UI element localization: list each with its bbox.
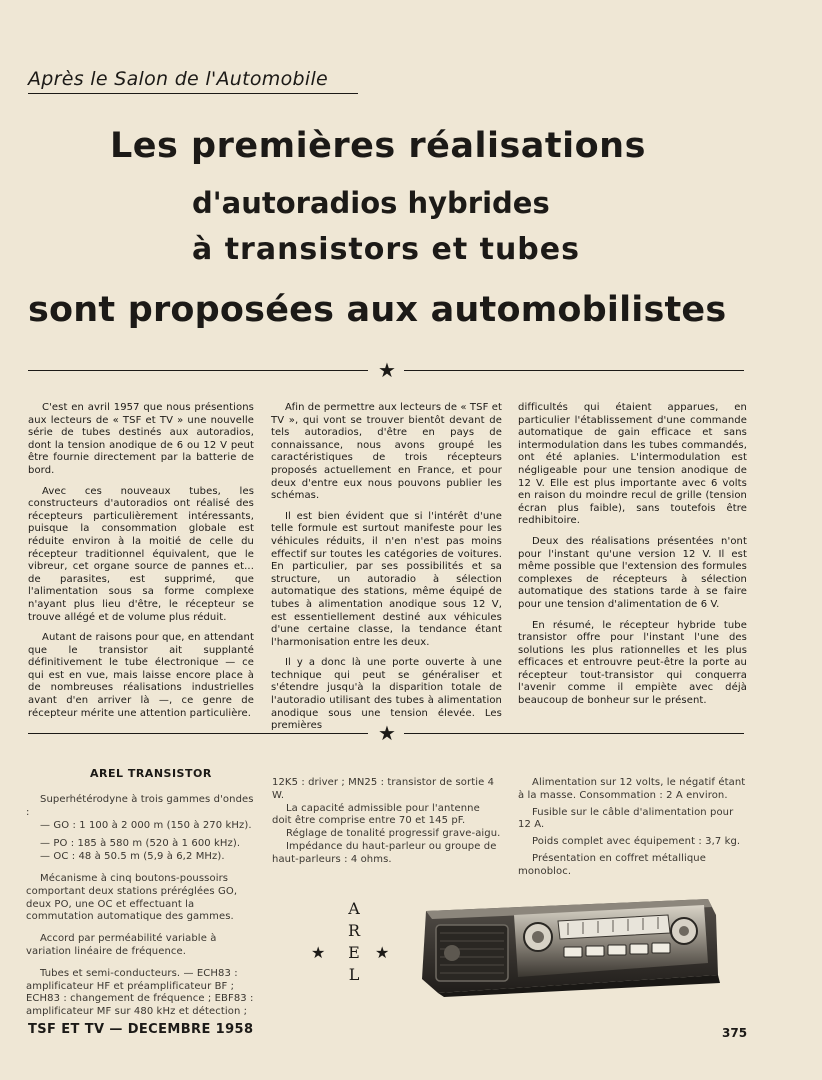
spec-paragraph: Poids complet avec équipement : 3,7 kg. bbox=[532, 836, 741, 848]
logo-star-icon: ★ bbox=[375, 943, 390, 962]
headline-line-1: Les premières réalisations bbox=[110, 126, 646, 166]
arel-logo-letter: R bbox=[347, 921, 361, 940]
spec-paragraph: Réglage de tonalité progressif grave-aigu. bbox=[286, 828, 501, 840]
page-number: 375 bbox=[722, 1026, 748, 1040]
separator-star-icon: ★ bbox=[378, 358, 396, 382]
arel-logo-letter: E bbox=[348, 943, 360, 962]
separator-rule-right bbox=[404, 733, 744, 734]
arel-column-3 bbox=[518, 777, 747, 885]
article-column-1 bbox=[28, 402, 254, 728]
separator-rule-left bbox=[28, 733, 368, 734]
headline-line-3: à transistors et tubes bbox=[192, 232, 580, 267]
arel-logo-letter: L bbox=[348, 965, 360, 984]
article-paragraph: Deux des réalisations présentées n'ont pour l'instant qu'une version 12 V. Il est même possible que l'extension des formules complexes de récepteurs à sélection automatique des stations tarde à se faire pour une tension d'alimentation de 6 V. bbox=[518, 535, 747, 610]
spec-paragraph: Présentation en coffret métallique monobloc. bbox=[518, 852, 706, 877]
spec-paragraph: Superhétérodyne à trois gammes d'ondes : bbox=[26, 794, 254, 818]
article-column-2 bbox=[271, 402, 502, 745]
arel-logo-letter: A bbox=[348, 899, 360, 918]
spec-paragraph: — GO : 1 100 à 2 000 m (150 à 270 kHz). bbox=[40, 819, 252, 831]
spec-paragraph: La capacité admissible pour l'antenne doit être comprise entre 70 et 145 pF. bbox=[272, 802, 480, 827]
spec-paragraph: — OC : 48 à 50.5 m (5,9 à 6,2 MHz). bbox=[40, 851, 225, 863]
article-paragraph: difficultés qui étaient apparues, en particulier l'établissement d'une commande automatique de gain efficace et sans intermodulation dans les tubes commandés, ont été aplanies. L'intermodulation est négligeable pour une tension anodique de 12 V. Elle est plus importante avec 6 volts en raison du moindre recul de grille (tension écran plus faible), sans toutefois être redhibitoire. bbox=[518, 402, 747, 527]
logo-star-icon: ★ bbox=[311, 943, 326, 962]
article-paragraph: C'est en avril 1957 que nous présentions aux lecteurs de « TSF et TV » une nouvelle série de tubes destinés aux autoradios, dont la tension anodique de 6 ou 12 V peut être fournie directement par la batterie de bord. bbox=[28, 402, 254, 476]
spec-paragraph: Alimentation sur 12 volts, le négatif étant à la masse. Consommation : 2 A environ. bbox=[518, 777, 746, 801]
article-paragraph: Il y a donc là une porte ouverte à une technique qui peut se généraliser et s'étendre jusqu'à la disparition totale de l'autoradio utilisant des tubes à alimentation anodique sous une tension élevée. Les premières bbox=[271, 657, 502, 732]
article-paragraph: Afin de permettre aux lecteurs de « TSF et TV », qui vont se trouver bientôt devant de tels autoradios, d'être en pays de connaissance, nous avons groupé les caractéristiques de trois récepteurs proposés actuellement en France, et pour deux d'entre eux nous pouvons publier les schémas. bbox=[271, 402, 502, 502]
article-paragraph: En résumé, le récepteur hybride tube transistor offre pour l'instant l'une des solutions les plus rationnelles et les plus efficaces et entrouvre peut-être la porte au récepteur tout-transistor qui conquerra l'avenir comme il empiète avec déjà beaucoup de bonheur sur le présent. bbox=[518, 619, 747, 707]
headline-line-4: sont proposées aux automobilistes bbox=[28, 290, 727, 330]
article-paragraph: Il est bien évident que si l'intérêt d'une telle formule est surtout manifeste pour les véhicules réduits, il n'en n'est pas moins effectif sur toutes les catégories de voitures. En particulier, par ses possibilités et sa structure, un autoradio à sélection automatique des stations, même équipé de tubes à alimentation anodique sous 12 V, est essentiellement destiné aux véhicules d'une certaine classe, la tendance étant l'harmonisation entre les deux. bbox=[271, 510, 502, 648]
spec-paragraph: Impédance du haut-parleur ou groupe de haut-parleurs : 4 ohms. bbox=[272, 840, 497, 865]
arel-column-2 bbox=[272, 777, 502, 873]
side-knob bbox=[444, 945, 460, 961]
arel-column-1 bbox=[26, 794, 256, 1025]
separator-star-icon: ★ bbox=[378, 721, 396, 745]
headline-line-2: d'autoradios hybrides bbox=[192, 186, 550, 220]
car-radio-photo bbox=[418, 893, 720, 997]
spec-paragraph: Tubes et semi-conducteurs. — ECH83 : amplificateur HF et préamplificateur BF ; ECH83 : changement de fréquence ; EBF83 : amplificateur MF sur 480 kHz et détection ; bbox=[26, 967, 254, 1018]
arel-logo bbox=[347, 898, 361, 986]
spec-paragraph: Fusible sur le câble d'alimentation pour 12 A. bbox=[518, 806, 734, 831]
separator-rule-right bbox=[404, 370, 744, 371]
article-paragraph: Avec ces nouveaux tubes, les constructeurs d'autoradios ont réalisé des récepteurs particulièrement intéressants, puisque la consommation globale est réduite environ à la moitié de celle du récepteur traditionnel équivalent, que le vibreur, cet organe source de pannes et... de parasites, est supprimé, que l'alimentation sous sa forme complexe n'ayant plus lieu d'être, le récepteur se trouve allégé et de volume plus réduit. bbox=[28, 485, 254, 623]
article-column-3 bbox=[518, 402, 747, 716]
spec-paragraph: Accord par perméabilité variable à variation linéaire de fréquence. bbox=[26, 933, 217, 957]
spec-paragraph: — PO : 185 à 580 m (520 à 1 600 kHz). bbox=[40, 838, 241, 850]
spec-paragraph: Mécanisme à cinq boutons-poussoirs comportant deux stations préréglées GO, deux PO, une OC et effectuant la commutation automatique des gammes. bbox=[26, 872, 238, 923]
spec-paragraph: 12K5 : driver ; MN25 : transistor de sortie 4 W. bbox=[272, 777, 495, 801]
section-kicker: Après le Salon de l'Automobile bbox=[28, 68, 358, 94]
arel-section-title: AREL TRANSISTOR bbox=[90, 767, 212, 780]
separator-rule-left bbox=[28, 370, 368, 371]
article-paragraph: Autant de raisons pour que, en attendant que le transistor ait supplanté définitivement le tube électronique — ce qui est en vue, mais laisse encore place à de nombreuses réalisations industrielles avant d'en arriver là —, ce genre de récepteur mérite une attention particulière. bbox=[28, 632, 254, 719]
footer-publication: TSF ET TV — DECEMBRE 1958 bbox=[28, 1022, 254, 1037]
